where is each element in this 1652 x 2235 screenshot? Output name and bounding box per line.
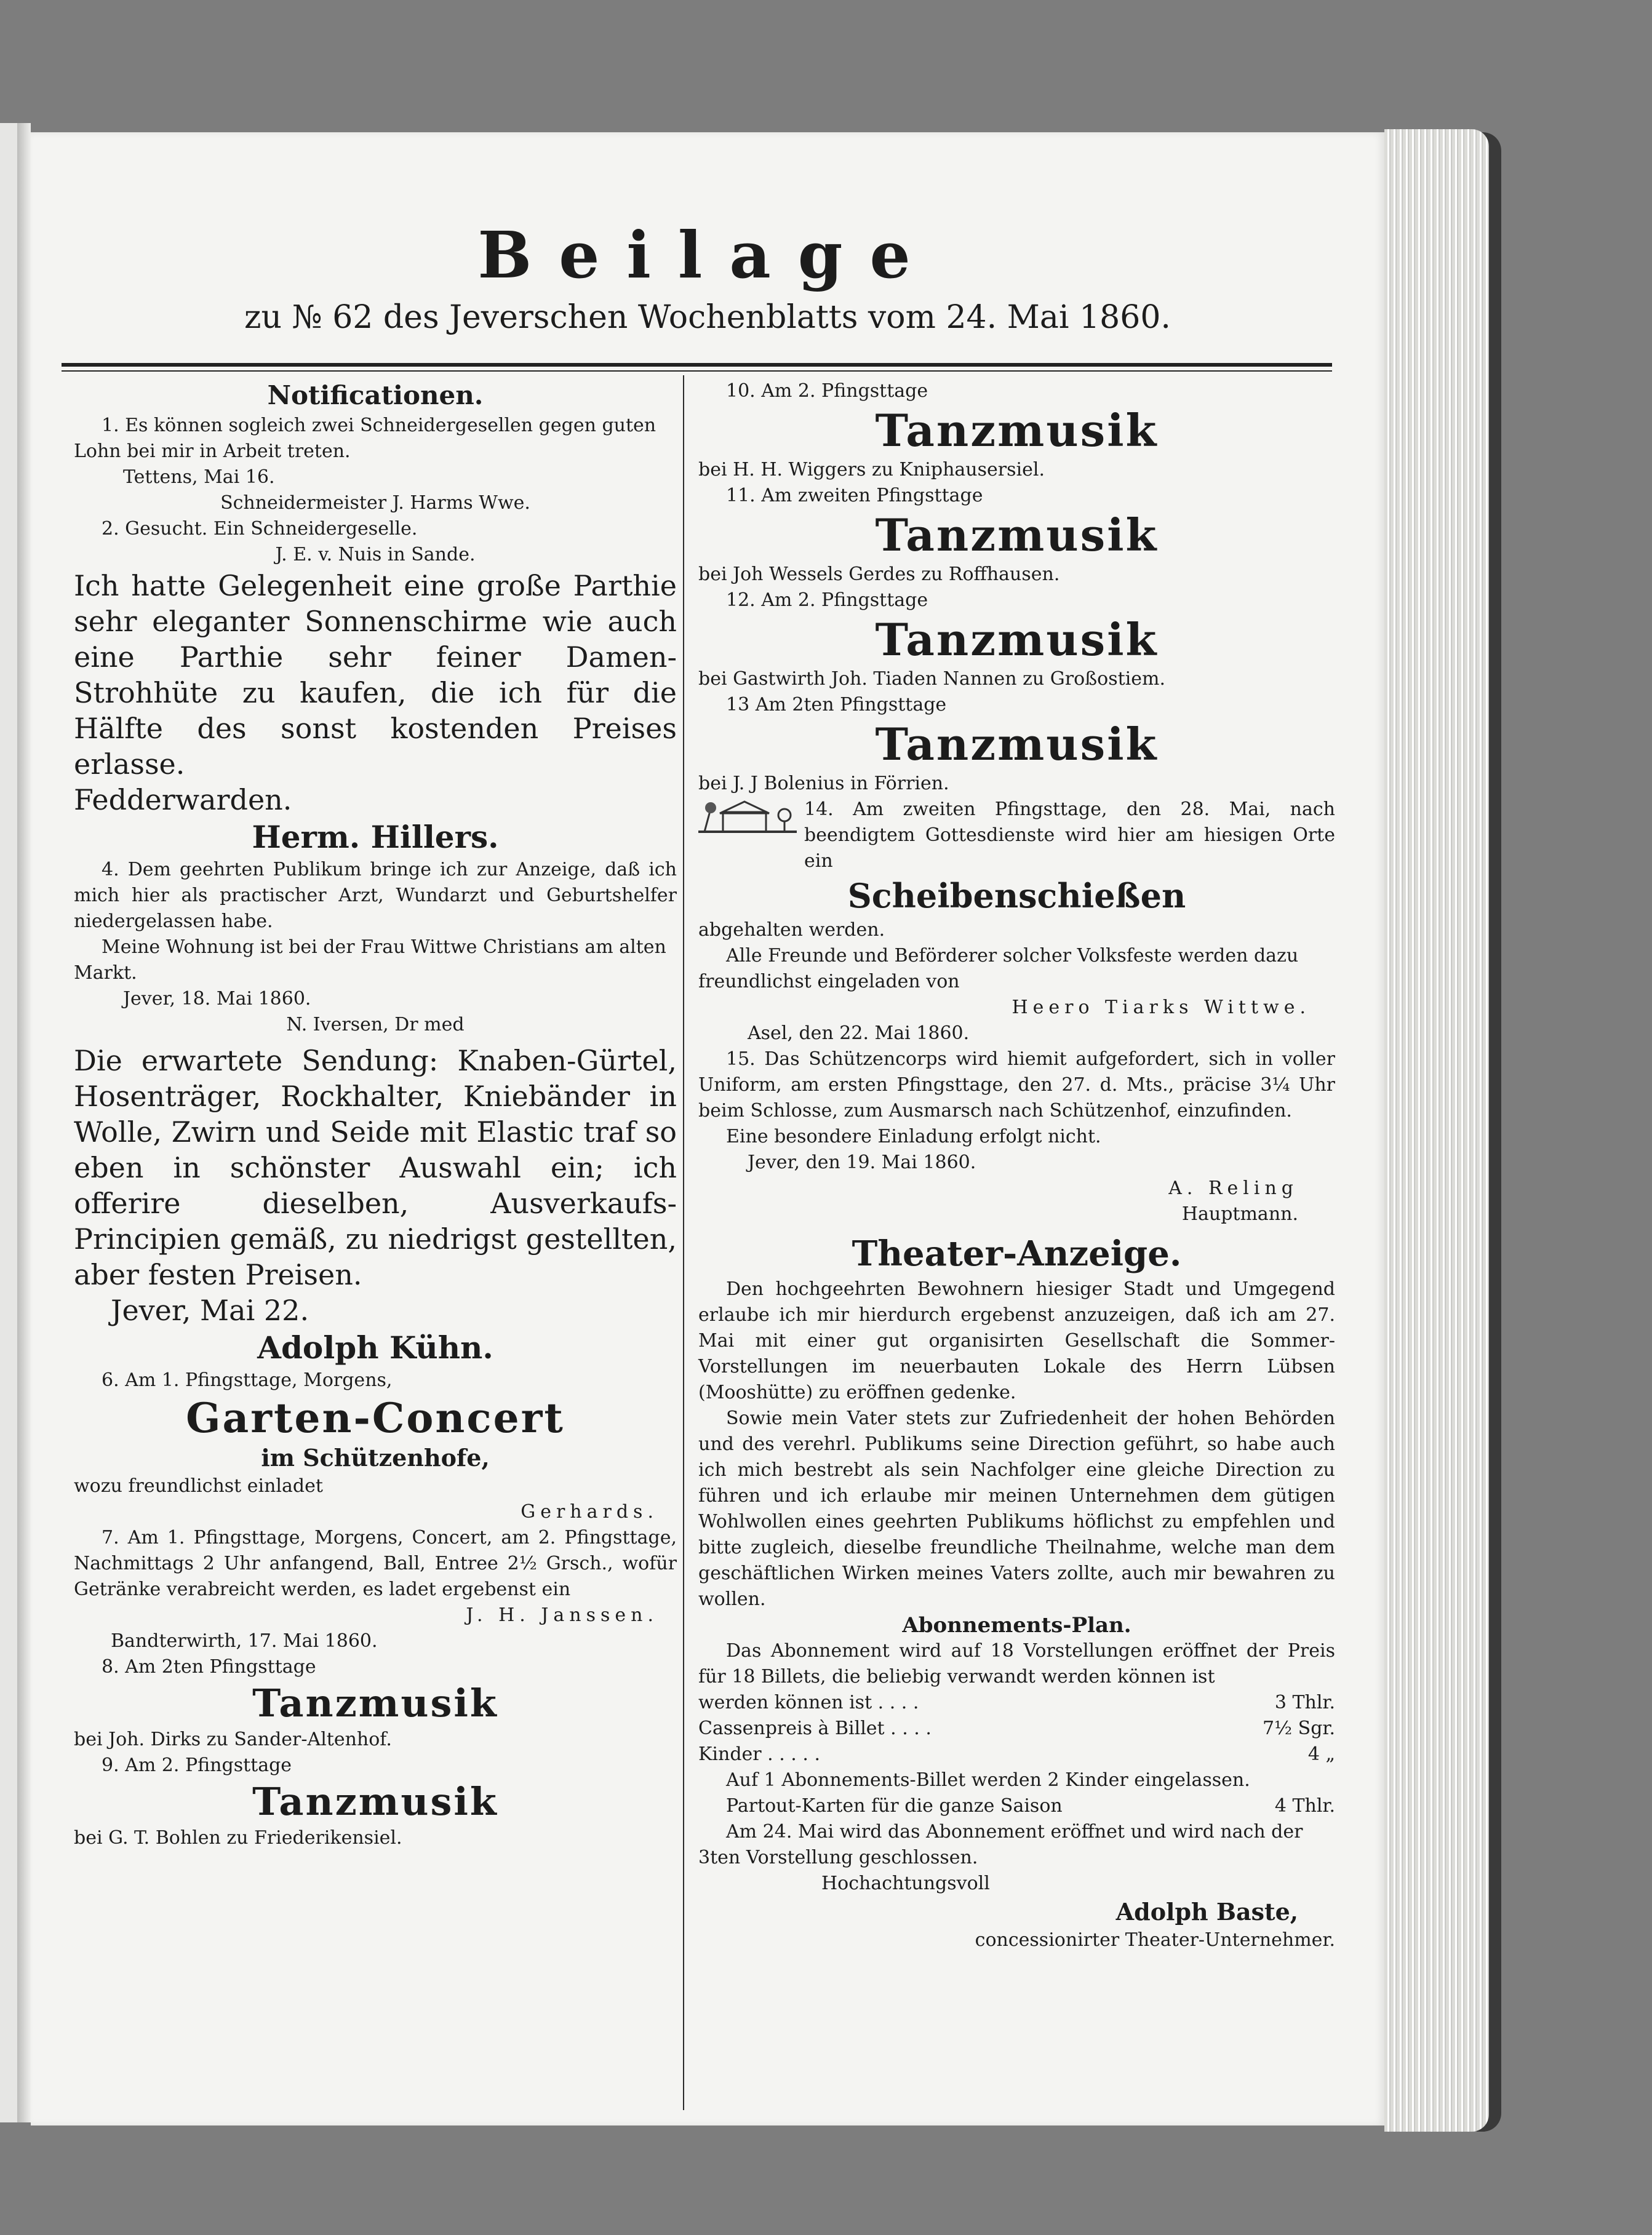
ad6-signature: Gerhards. <box>521 1501 658 1523</box>
theater-text3: Auf 1 Abonnements-Billet werden 2 Kinder eingelassen. <box>726 1769 1250 1791</box>
ad7-text: 7. Am 1. Pfingsttage, Morgens, Concert, am 2. Pfingsttage, Nachmittags 2 Uhr anfangend, Ball, Entree 2½ Grsch., wofür Getränke verabreicht werden, es ladet ergebenst ein <box>74 1527 677 1600</box>
theater-text: Den hochgeehrten Bewohnern hiesiger Stadt und Umgegend erlaube ich mir hierdurch ergebenst anzuzeigen, daß ich am 27. Mai mit einer gut organisirten Gesellschaft die Sommer-Vorstellungen im neuerbauten Lokale des Herrn Lübsen (Mooshütte) zu eröffnen gedenke. <box>698 1278 1335 1403</box>
ad5-place: Jever, Mai 22. <box>111 1294 309 1327</box>
masthead-rule <box>62 363 1332 372</box>
ad8-intro: 8. Am 2ten Pfingsttage <box>102 1656 316 1678</box>
ad10-intro: 10. Am 2. Pfingsttage <box>726 380 928 402</box>
theater-signature-title: concessionirter Theater-Unternehmer. <box>975 1929 1335 1951</box>
ad12-intro: 12. Am 2. Pfingsttage <box>726 589 928 611</box>
ad13-intro: 13 Am 2ten Pfingsttage <box>726 694 947 715</box>
ad13-title: Tanzmusik <box>875 718 1159 770</box>
ad4-text2: Meine Wohnung ist bei der Frau Wittwe Christians am alten Markt. <box>74 936 666 984</box>
ad13-line: bei J. J Bolenius in Förrien. <box>698 773 949 794</box>
ad7-signature: J. H. Janssen. <box>466 1604 658 1626</box>
price-label: Cassenpreis à Billet . . . . <box>698 1718 932 1739</box>
price-row-billets <box>698 1690 1335 1716</box>
ad4-signature: N. Iversen, Dr med <box>286 1014 465 1035</box>
ad3-signature: Herm. Hillers. <box>252 819 499 855</box>
newspaper-page <box>31 132 1384 2125</box>
price-label: Partout-Karten für die ganze Saison <box>726 1795 1063 1817</box>
price-value: 4 Thlr. <box>1274 1795 1335 1817</box>
ad8-line: bei Joh. Dirks zu Sander-Altenhof. <box>74 1729 392 1750</box>
notifications-heading: Notificationen. <box>267 380 484 410</box>
ad8-title: Tanzmusik <box>252 1681 498 1726</box>
column-divider <box>683 375 684 2110</box>
right-column <box>698 378 1335 1953</box>
ad1-text: 1. Es können sogleich zwei Schneidergesellen gegen guten Lohn bei mir in Arbeit treten. <box>74 415 656 462</box>
price-label: werden können ist . . . . <box>698 1692 919 1713</box>
ad15-text2: Eine besondere Einladung erfolgt nicht. <box>726 1126 1101 1147</box>
price-label: Kinder . . . . . <box>698 1743 820 1765</box>
ad12-title: Tanzmusik <box>875 613 1159 666</box>
price-value: 3 Thlr. <box>1274 1692 1335 1713</box>
left-column <box>74 378 677 1851</box>
ad11-line: bei Joh Wessels Gerdes zu Roffhausen. <box>698 564 1060 585</box>
ad1-place: Tettens, Mai 16. <box>123 466 275 488</box>
theater-closing: Hochachtungsvoll <box>821 1873 990 1894</box>
ad15-place: Jever, den 19. Mai 1860. <box>748 1152 976 1173</box>
page-stack-edges <box>1384 129 1489 2132</box>
ad3-text: Ich hatte Gelegenheit eine große Parthie sehr eleganter Sonnenschirme wie auch eine Parthie sehr feiner Damen-Strohhüte zu kaufen, die ich für die Hälfte des sonst kostenden Preises erlasse. <box>74 569 677 781</box>
theater-title: Theater-Anzeige. <box>852 1233 1182 1274</box>
ad14-text: 14. Am zweiten Pfingsttage, den 28. Mai, nach beendigtem Gottesdienste wird hier am hiesigen Orte ein <box>804 799 1335 872</box>
ad15-text: 15. Das Schützencorps wird hiemit aufgefordert, sich in voller Uniform, am ersten Pfingsttage, den 27. d. Mts., präcise 3¼ Uhr beim Schlosse, zum Ausmarsch nach Schützenhof, einzufinden. <box>698 1048 1335 1121</box>
ad6-subtitle: im Schützenhofe, <box>261 1444 490 1472</box>
ad11-title: Tanzmusik <box>875 509 1159 561</box>
ad2-text: 2. Gesucht. Ein Schneidergeselle. <box>102 518 418 540</box>
ad7-place: Bandterwirth, 17. Mai 1860. <box>111 1630 378 1652</box>
ad2-signature: J. E. v. Nuis in Sande. <box>275 544 476 565</box>
ad5-signature: Adolph Kühn. <box>257 1329 493 1366</box>
theater-text4: Am 24. Mai wird das Abonnement eröffnet und wird nach der 3ten Vorstellung geschlossen. <box>698 1821 1303 1868</box>
ad15-signature-title: Hauptmann. <box>1181 1203 1298 1225</box>
theater-text2: Sowie mein Vater stets zur Zufriedenheit der hohen Behörden und des verehrl. Publikums seine Direction geführt, so habe auch ich mich bestrebt als sein Nachfolger eine gleiche Direction zu führen und ich erlaube mir meinen Unternehmen dem gütigen Wohlwollen eines geehrten Publikums höflichst zu empfehlen und bitte zugleich, dieselbe freundliche Theilnahme, welche man dem geschäftlichen Wirken meines Vaters zollte, auch mir bewahren zu wollen. <box>698 1408 1335 1610</box>
ad4-text: 4. Dem geehrten Publikum bringe ich zur Anzeige, daß ich mich hier als practischer Arzt, Wundarzt und Geburtshelfer niedergelassen habe. <box>74 859 677 932</box>
ad14-text2: abgehalten werden. <box>698 919 885 941</box>
ad3-place: Fedderwarden. <box>74 783 292 816</box>
plan-title: Abonnements-Plan. <box>902 1613 1131 1638</box>
ad9-line: bei G. T. Bohlen zu Friederikensiel. <box>74 1827 402 1849</box>
price-value: 7½ Sgr. <box>1262 1718 1335 1739</box>
ad6-intro: 6. Am 1. Pfingsttage, Morgens, <box>102 1369 393 1391</box>
plan-text: Das Abonnement wird auf 18 Vorstellungen eröffnet der Preis für 18 Billets, die beliebig verwandt werden können ist <box>698 1640 1335 1687</box>
ad14-signature: Heero Tiarks Wittwe. <box>1012 997 1311 1018</box>
ad15-signature: A. Reling <box>1168 1177 1298 1199</box>
ad14-text3: Alle Freunde und Beförderer solcher Volksfeste werden dazu freundlichst eingeladen von <box>698 945 1299 992</box>
ad1-signature: Schneidermeister J. Harms Wwe. <box>220 492 530 514</box>
ad5-text: Die erwartete Sendung: Knaben-Gürtel, Hosenträger, Rockhalter, Kniebänder in Wolle, Zwirn und Seide mit Elastic traf so eben in schönster Auswahl ein; ich offerire dieselben, Ausverkaufs-Principien gemäß, zu niedrigst gestellten, aber festen Preisen. <box>74 1044 677 1291</box>
ad10-line: bei H. H. Wiggers zu Kniphausersiel. <box>698 459 1045 480</box>
price-row-kinder <box>698 1742 1335 1767</box>
ad14-place: Asel, den 22. Mai 1860. <box>748 1022 970 1044</box>
ad11-intro: 11. Am zweiten Pfingsttage <box>726 485 983 506</box>
book-gutter <box>17 123 31 2122</box>
ad14-title: Scheibenschießen <box>847 876 1186 915</box>
target-shooting-icon <box>698 797 797 852</box>
ad6-text: wozu freundlichst einladet <box>74 1475 323 1497</box>
ad10-title: Tanzmusik <box>875 404 1159 456</box>
price-row-partout <box>698 1793 1335 1819</box>
ad14-block <box>698 797 1335 874</box>
price-row-cassenpreis <box>698 1716 1335 1742</box>
theater-signature: Adolph Baste, <box>1115 1898 1298 1926</box>
price-value: 4 „ <box>1307 1743 1335 1765</box>
ad9-title: Tanzmusik <box>252 1779 498 1824</box>
ad6-title: Garten-Concert <box>186 1394 565 1442</box>
ad4-place: Jever, 18. Mai 1860. <box>123 988 311 1010</box>
masthead <box>31 218 1384 339</box>
ad9-intro: 9. Am 2. Pfingsttage <box>102 1755 292 1776</box>
masthead-title: Beilage <box>477 217 938 293</box>
ad12-line: bei Gastwirth Joh. Tiaden Nannen zu Großostiem. <box>698 668 1166 690</box>
previous-page-edge <box>0 123 18 2122</box>
masthead-subtitle: zu № 62 des Jeverschen Wochenblatts vom 24. Mai 1860. <box>244 299 1171 336</box>
